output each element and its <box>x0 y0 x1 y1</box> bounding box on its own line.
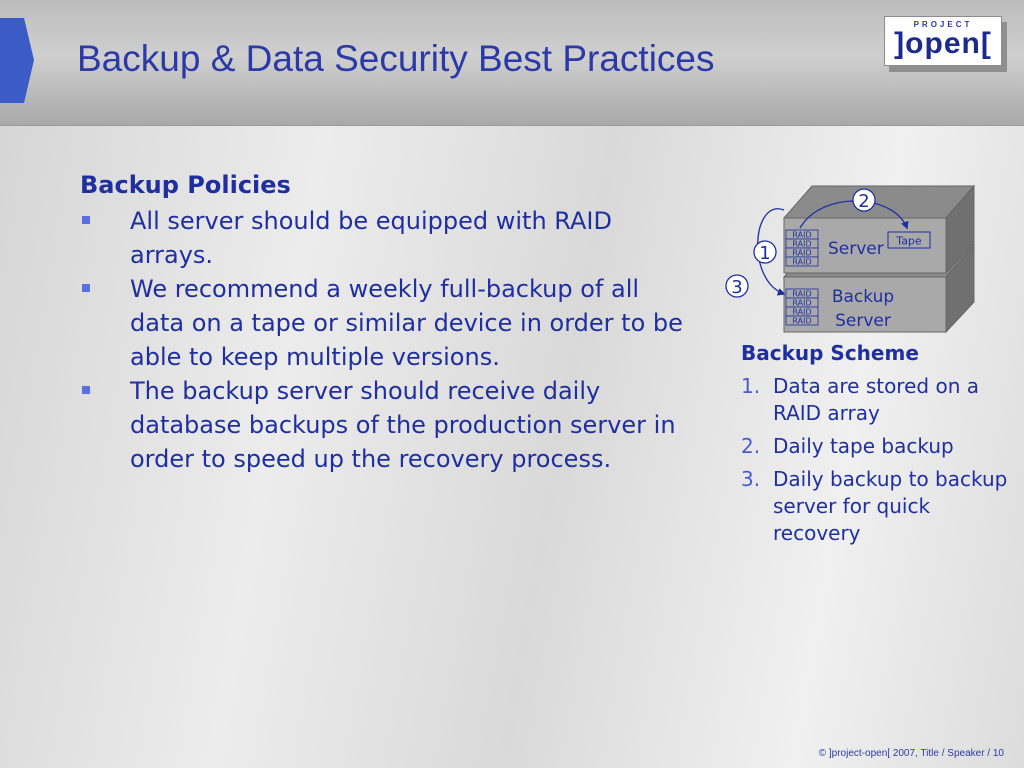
list-item <box>741 373 1011 427</box>
step-text: Data are stored on a RAID array <box>773 374 979 425</box>
server-label: Server <box>828 239 884 259</box>
backup-policies-list <box>80 204 700 476</box>
list-item <box>741 433 1011 460</box>
backup-scheme-section <box>741 339 1011 553</box>
marker-label: 3 <box>731 277 743 298</box>
slide-title: Backup & Data Security Best Practices <box>77 38 715 79</box>
backup-server-label-line2: Server <box>835 311 891 331</box>
backup-scheme-diagram <box>718 180 980 338</box>
marker-label: 1 <box>759 243 771 264</box>
tape-label: Tape <box>896 234 922 248</box>
raid-label: RAID <box>792 316 812 326</box>
header-tab-decoration <box>0 18 34 103</box>
slide-header <box>0 0 1024 126</box>
logo-project-text: PROJECT <box>913 20 973 29</box>
list-item <box>741 466 1011 547</box>
step-number: 2. <box>741 434 761 458</box>
backup-policies-section <box>80 168 700 476</box>
slide-footer: © ]project-open[ 2007, Title / Speaker / 10 <box>818 748 1004 759</box>
square-bullet-icon <box>82 216 90 224</box>
square-bullet-icon <box>82 386 90 394</box>
backup-policies-heading: Backup Policies <box>80 171 291 199</box>
square-bullet-icon <box>82 284 90 292</box>
logo-open-text: ]open[ <box>894 27 992 60</box>
step-1-marker <box>754 241 776 264</box>
backup-server-raid-stack <box>786 289 818 326</box>
raid-label: RAID <box>792 230 812 240</box>
list-item <box>80 374 700 476</box>
list-item <box>80 272 700 374</box>
project-open-logo <box>884 16 1002 66</box>
marker-label: 2 <box>858 191 870 212</box>
server-raid-stack <box>786 230 818 267</box>
raid-label: RAID <box>792 239 812 249</box>
list-item-text: The backup server should receive daily database backups of the production server in order to speed up the recovery process. <box>130 377 676 473</box>
step-text: Daily tape backup <box>773 434 954 458</box>
raid-label: RAID <box>792 248 812 258</box>
backup-scheme-list <box>741 373 1011 547</box>
list-item <box>80 204 700 272</box>
step-number: 1. <box>741 374 761 398</box>
list-item-text: All server should be equipped with RAID arrays. <box>130 207 612 269</box>
step-2-marker <box>853 189 875 212</box>
step-number: 3. <box>741 467 761 491</box>
backup-server-label-line1: Backup <box>831 287 895 307</box>
raid-label: RAID <box>792 289 812 299</box>
raid-label: RAID <box>792 298 812 308</box>
backup-scheme-heading: Backup Scheme <box>741 341 919 365</box>
step-text: Daily backup to backup server for quick recovery <box>773 467 1008 545</box>
raid-label: RAID <box>792 307 812 317</box>
raid-label: RAID <box>792 257 812 267</box>
list-item-text: We recommend a weekly full-backup of all data on a tape or similar device in order to be able to keep multiple versions. <box>130 275 683 371</box>
step-3-marker <box>726 275 748 298</box>
